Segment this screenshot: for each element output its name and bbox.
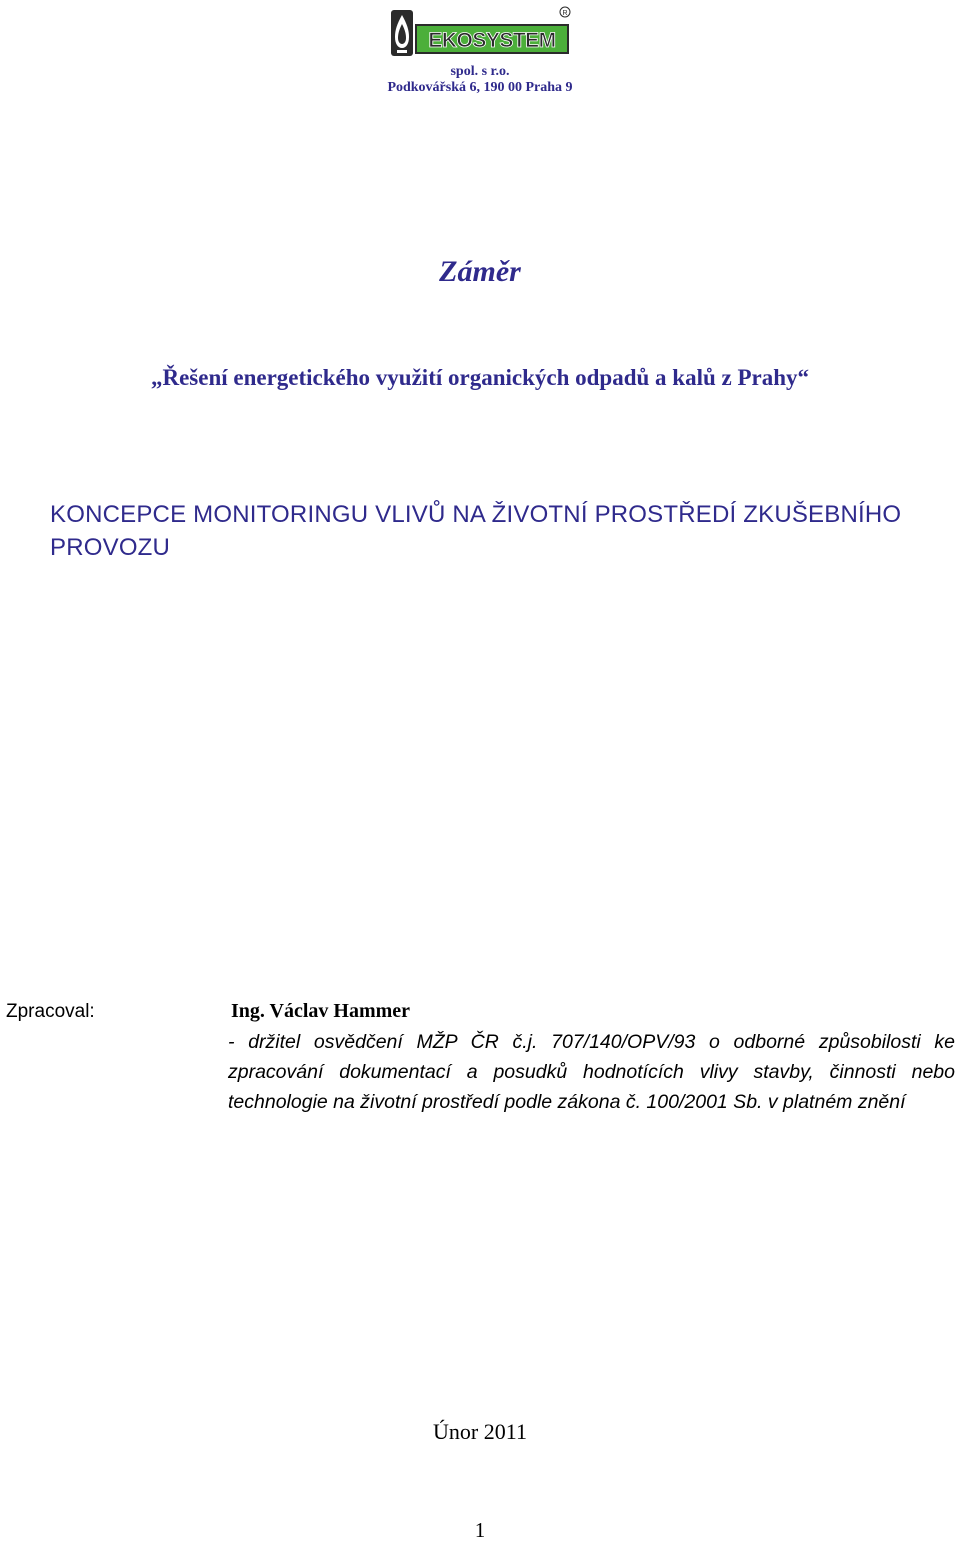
- svg-text:R: R: [562, 10, 568, 17]
- company-address: Podkovářská 6, 190 00 Praha 9: [387, 80, 573, 95]
- document-date: Únor 2011: [433, 1419, 527, 1444]
- flame-drop-icon: [391, 10, 413, 56]
- ekosystem-logo: [388, 6, 574, 60]
- author-credential: - držitel osvědčení MŽP ČR č.j. 707/140/OPV/93 o odborné způsobilosti ke zpracování dokumentací a posudků hodnotících vlivy stavby, činnosti nebo technologie na životní prostředí podle zákona č. 100/2001 Sb. v platném znění: [228, 1031, 955, 1113]
- prepared-by-label: Zpracoval:: [6, 1001, 95, 1022]
- project-title: „Řešení energetického využití organických odpadů a kalů z Prahy“: [150, 365, 810, 390]
- registered-mark-icon: [560, 7, 570, 17]
- page-number: 1: [474, 1518, 486, 1542]
- company-legal-form: spol. s r.o.: [450, 64, 510, 79]
- svg-text:EKOSYSTEM: EKOSYSTEM: [428, 29, 556, 52]
- document-type-title: Záměr: [439, 255, 521, 288]
- author-name: Ing. Václav Hammer: [231, 1000, 411, 1022]
- concept-title: KONCEPCE MONITORINGU VLIVŮ NA ŽIVOTNÍ PROSTŘEDÍ ZKUŠEBNÍHO PROVOZU: [50, 501, 902, 561]
